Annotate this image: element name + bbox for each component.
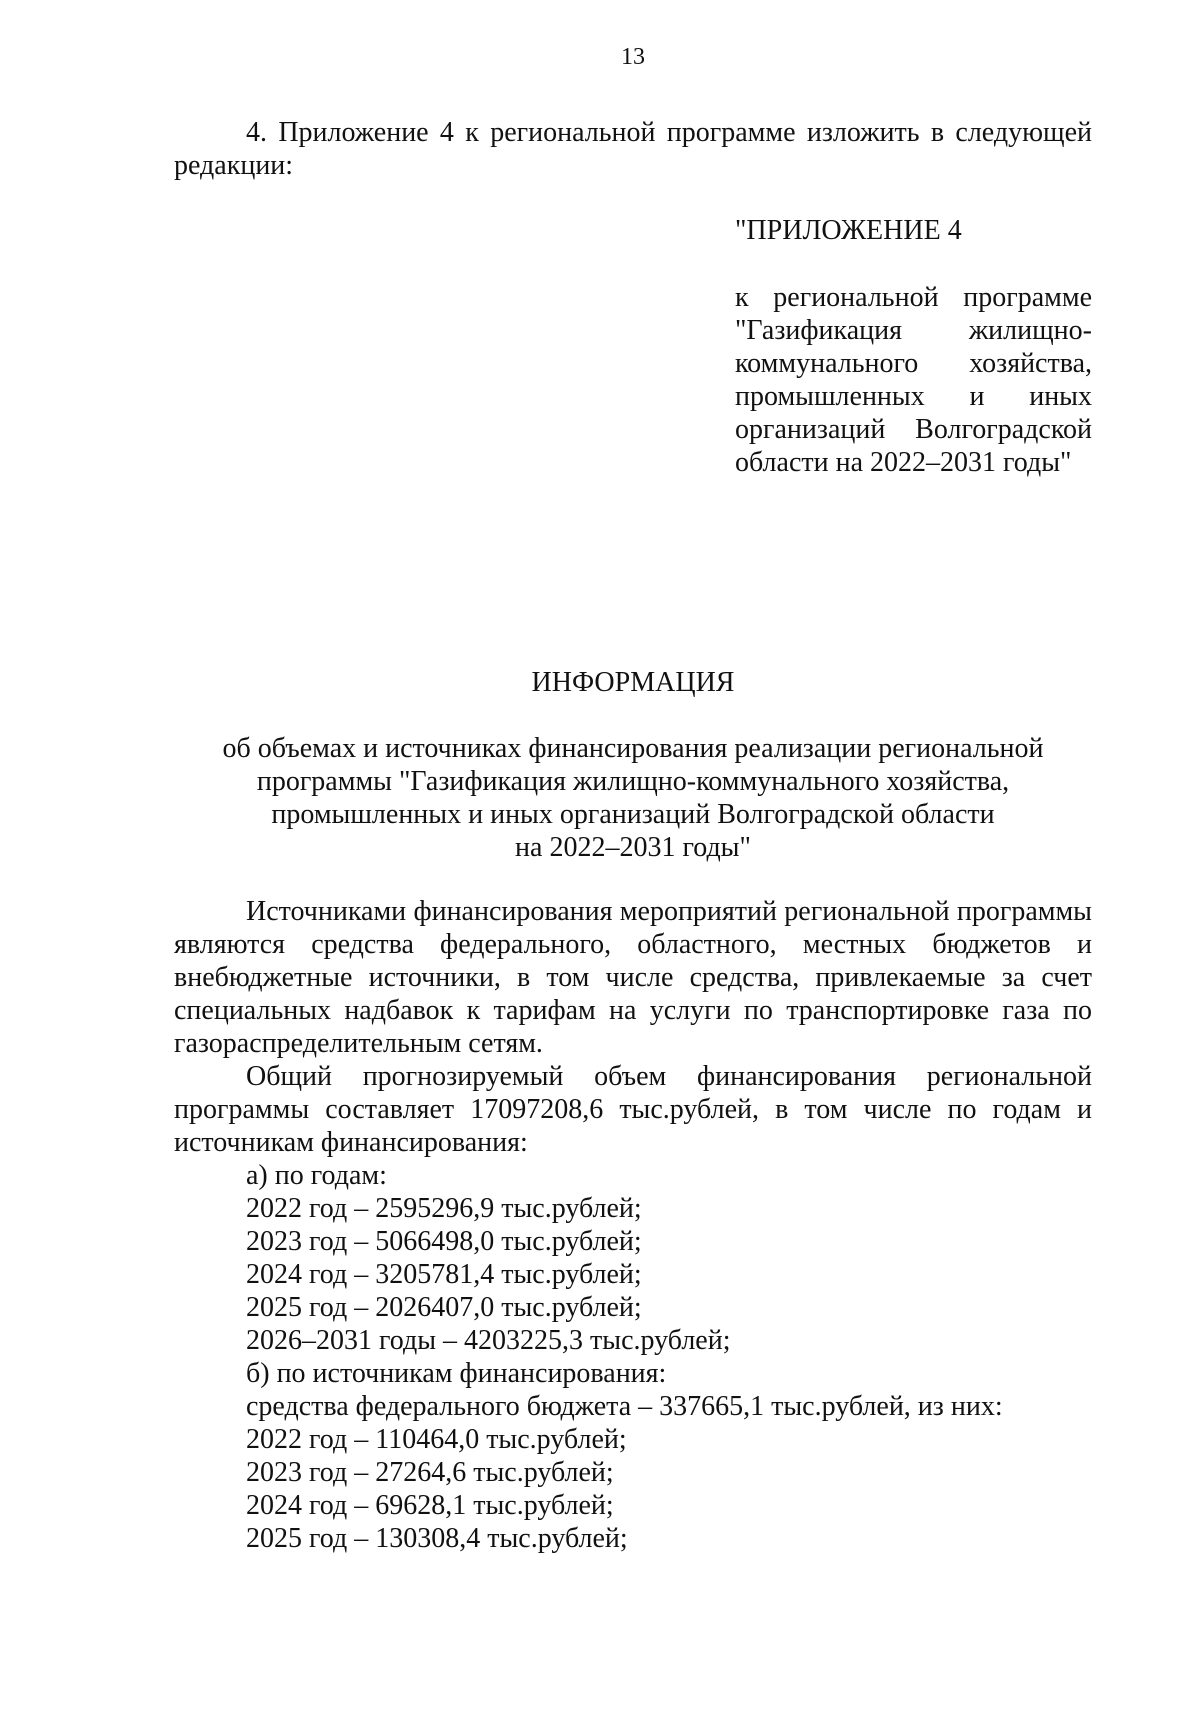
page-number: 13 (621, 44, 645, 70)
appendix-line: промышленных и иных (735, 381, 1092, 412)
document-subtitle (174, 732, 1092, 864)
by-years-label: а) по годам: (246, 1160, 387, 1191)
year-item: 2025 год – 2026407,0 тыс.рублей; (246, 1292, 642, 1323)
subtitle-line: промышленных и иных организаций Волгоградской области (271, 799, 995, 830)
appendix-line: "Газификация жилищно- (735, 315, 1092, 346)
federal-budget-line: средства федерального бюджета – 337665,1 тыс.рублей, из них: (246, 1391, 1003, 1422)
subtitle-line: программы "Газификация жилищно-коммунального хозяйства, (256, 766, 1010, 797)
intro-paragraph: 4. Приложение 4 к региональной программе изложить в следующей редакции: (174, 117, 1092, 181)
appendix-line: организаций Волгоградской (735, 414, 1092, 445)
year-item: 2026–2031 годы – 4203225,3 тыс.рублей; (246, 1325, 731, 1356)
federal-year-item: 2022 год – 110464,0 тыс.рублей; (246, 1424, 627, 1455)
year-item: 2022 год – 2595296,9 тыс.рублей; (246, 1193, 642, 1224)
year-item: 2023 год – 5066498,0 тыс.рублей; (246, 1226, 642, 1257)
appendix-line: коммунального хозяйства, (735, 348, 1092, 379)
subtitle-line: об объемах и источниках финансирования реализации региональной (222, 733, 1044, 764)
document-body (174, 895, 1092, 1555)
subtitle-line: на 2022–2031 годы" (515, 832, 751, 863)
appendix-title: "ПРИЛОЖЕНИЕ 4 (735, 215, 962, 246)
federal-year-item: 2024 год – 69628,1 тыс.рублей; (246, 1490, 614, 1521)
sources-paragraph: Источниками финансирования мероприятий региональной программы являются средства федерального, областного, местных бюджетов и внебюджетные источники, в том числе средства, привлекаемые за счет специальных надбавок к тарифам на услуги по транспортировке газа по газораспределительным сетям. (174, 896, 1092, 1059)
year-item: 2024 год – 3205781,4 тыс.рублей; (246, 1259, 642, 1290)
appendix-reference (735, 281, 1092, 479)
appendix-line: к региональной программе (735, 282, 1092, 313)
document-heading: ИНФОРМАЦИЯ (531, 667, 735, 698)
federal-year-item: 2025 год – 130308,4 тыс.рублей; (246, 1523, 628, 1554)
appendix-line: области на 2022–2031 годы" (735, 447, 1072, 478)
federal-year-item: 2023 год – 27264,6 тыс.рублей; (246, 1457, 614, 1488)
total-paragraph: Общий прогнозируемый объем финансирования региональной программы составляет 17097208,6 тыс.рублей, в том числе по годам и источникам финансирования: (174, 1061, 1092, 1158)
by-sources-label: б) по источникам финансирования: (246, 1358, 667, 1389)
